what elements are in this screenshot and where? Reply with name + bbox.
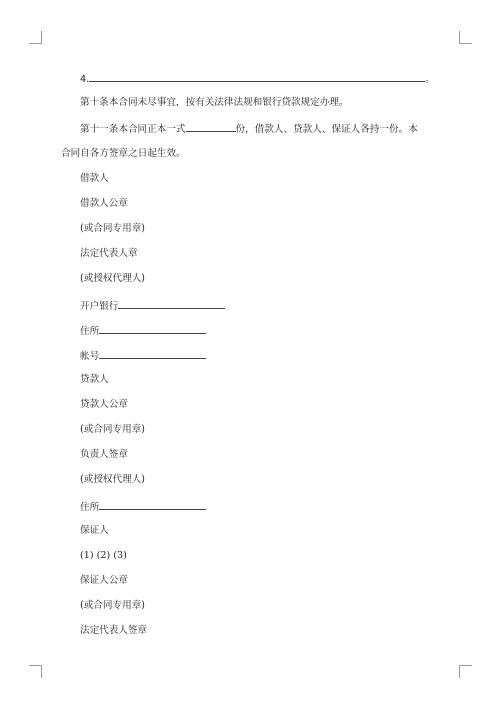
guarantor-legal-rep: 法定代表人签章 xyxy=(80,625,148,636)
account-blank xyxy=(99,349,206,359)
item-4-period: 。 xyxy=(425,74,435,85)
crop-mark-bottom-right xyxy=(459,665,472,678)
borrower-legal-rep: 法定代表人章 xyxy=(80,248,138,259)
address-label: 住所 xyxy=(80,326,100,337)
crop-mark-top-right xyxy=(459,31,472,44)
borrower-agent: (或授权代理人) xyxy=(80,273,146,284)
item-4-blank xyxy=(89,72,425,82)
article-10: 第十条本合同未尽事宜，按有关法律法规和银行贷款规定办理。 xyxy=(80,97,349,108)
borrower-seal: 借款人公章 xyxy=(80,198,128,209)
lender-heading: 贷款人 xyxy=(80,374,109,385)
lender-contract-seal: (或合同专用章) xyxy=(80,424,146,435)
lender-responsible: 负责人签章 xyxy=(80,449,128,460)
account-line xyxy=(80,349,206,363)
item-4-line xyxy=(80,72,435,86)
address-blank xyxy=(99,324,206,334)
lender-address-label: 住所 xyxy=(80,502,100,513)
account-label: 帐号 xyxy=(80,351,100,362)
bank-line xyxy=(80,299,225,313)
article-11-text-a: 第十一条本合同正本一式 xyxy=(80,124,186,135)
borrower-contract-seal: (或合同专用章) xyxy=(80,223,146,234)
lender-seal: 贷款人公章 xyxy=(80,399,128,410)
lender-address-line xyxy=(80,500,206,514)
article-11-line1 xyxy=(80,122,418,136)
borrower-heading: 借款人 xyxy=(80,173,109,184)
address-line xyxy=(80,324,206,338)
guarantor-seal: 保证人公章 xyxy=(80,575,128,586)
guarantor-heading: 保证人 xyxy=(80,525,109,536)
bank-label: 开户银行 xyxy=(80,301,119,312)
lender-agent: (或授权代理人) xyxy=(80,474,146,485)
copies-blank xyxy=(186,122,236,132)
article-11-line2: 合同自各方签章之日起生效。 xyxy=(61,148,186,159)
bank-blank xyxy=(118,299,225,309)
guarantor-contract-seal: (或合同专用章) xyxy=(80,600,146,611)
crop-mark-top-left xyxy=(29,31,42,44)
crop-mark-bottom-left xyxy=(29,665,42,678)
guarantor-numbers: (1) (2) (3) xyxy=(80,550,127,561)
item-4-number: 4. xyxy=(80,74,90,85)
article-11-text-b: 份，借款人、贷款人、保证人各持一份。本 xyxy=(235,124,418,135)
lender-address-blank xyxy=(99,500,206,510)
